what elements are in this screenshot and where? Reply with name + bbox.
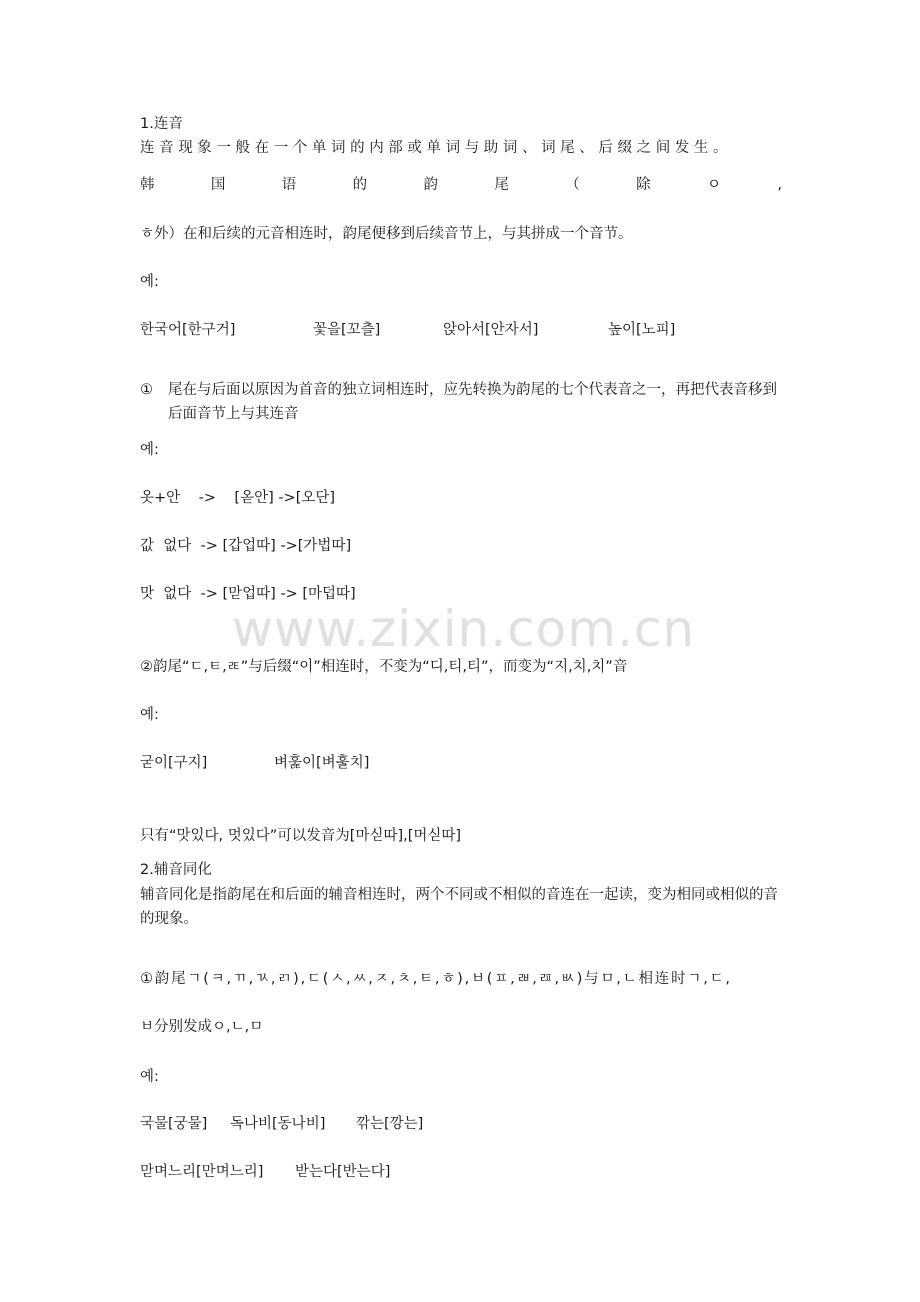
justified-word: 的 bbox=[352, 177, 368, 193]
watermark: www.zixin.com.cn bbox=[232, 600, 696, 658]
justified-word: , bbox=[777, 177, 782, 193]
section-2-intro: 辅音同化是指韵尾在和后面的辅音相连时，两个不同或不相似的音连在一起读，变为相同或相似的音的现象。 bbox=[140, 887, 778, 927]
justified-word: 尾 bbox=[494, 177, 509, 193]
example-item: 꽃을[꼬츨] bbox=[313, 322, 381, 338]
rule-item-1 bbox=[140, 378, 782, 426]
example-item: 받는다[반는다] bbox=[295, 1164, 391, 1180]
justified-word: 韩 bbox=[140, 177, 155, 193]
example-line: 옷+안 -> [옫안] ->[오단] bbox=[140, 490, 336, 506]
rule-line-1: ①韵尾ㄱ(ㅋ,ㄲ,ㄳ,ㄺ),ㄷ(ㅅ,ㅆ,ㅈ,ㅊ,ㅌ,ㅎ),ㅂ(ㅍ,ㄼ,ㄿ,ㅄ)与ㅁ,ㄴ相连时ㄱ,ㄷ, bbox=[140, 971, 732, 987]
example-item: 국물[궁물] bbox=[140, 1116, 208, 1132]
justified-word: 韵 bbox=[423, 177, 438, 193]
example-item: 앉아서[안자서] bbox=[443, 322, 539, 338]
example-row bbox=[140, 751, 369, 775]
example-label: 예: bbox=[140, 1069, 159, 1085]
section-1-line-3: ㅎ外）在和后续的元音相连时，韵尾便移到后续音节上，与其拼成一个音节。 bbox=[140, 226, 633, 242]
example-item: 독나비[동나비] bbox=[230, 1116, 326, 1132]
example-row bbox=[140, 1160, 390, 1184]
section-1-heading: 1.连音 bbox=[140, 116, 183, 132]
example-item: 높이[노피] bbox=[608, 322, 676, 338]
rule-line-2: ㅂ分别发成ㅇ,ㄴ,ㅁ bbox=[140, 1019, 264, 1035]
example-line: 값 없다 -> [갑업따] ->[가법따] bbox=[140, 538, 352, 554]
example-label: 예: bbox=[140, 442, 159, 458]
rule-text: 尾在与后面以原因为首音的独立词相连时，应先转换为韵尾的七个代表音之一，再把代表音移到后面音节上与其连音 bbox=[168, 382, 777, 422]
example-item: 깎는[깡는] bbox=[356, 1116, 424, 1132]
section-1-line-2 bbox=[140, 173, 782, 197]
rule-item-2: ②韵尾“ㄷ,ㅌ,ㄾ”与后缀“이”相连时，不变为“디,티,티”，而变为“지,치,치”音 bbox=[140, 659, 628, 675]
justified-word: 国 bbox=[210, 177, 226, 193]
justified-word: （ bbox=[565, 177, 580, 193]
justified-word: 语 bbox=[281, 177, 297, 193]
section-1-line-1: 连音现象一般在一个单词的内部或单词与助词、词尾、后缀之间发生。 bbox=[140, 140, 733, 156]
example-label: 예: bbox=[140, 707, 159, 723]
example-item: 한국어[한구거] bbox=[140, 322, 236, 338]
example-item: 맏며느리[만며느리] bbox=[140, 1164, 264, 1180]
example-row bbox=[140, 318, 675, 342]
example-item: 벼훑이[벼훌치] bbox=[274, 755, 370, 771]
note-line: 只有“맛있다, 멋있다”可以发音为[마싣따],[머싣따] bbox=[140, 828, 462, 844]
example-line: 맛 없다 -> [맏업따] -> [마덥따] bbox=[140, 586, 356, 602]
example-row bbox=[140, 1112, 423, 1136]
section-2-heading: 2.辅音同化 bbox=[140, 862, 212, 878]
list-marker: ① bbox=[140, 382, 153, 398]
justified-word: 除 bbox=[636, 177, 651, 193]
example-label: 예: bbox=[140, 274, 159, 290]
justified-word: ㅇ bbox=[707, 177, 722, 193]
example-item: 굳이[구지] bbox=[140, 755, 208, 771]
